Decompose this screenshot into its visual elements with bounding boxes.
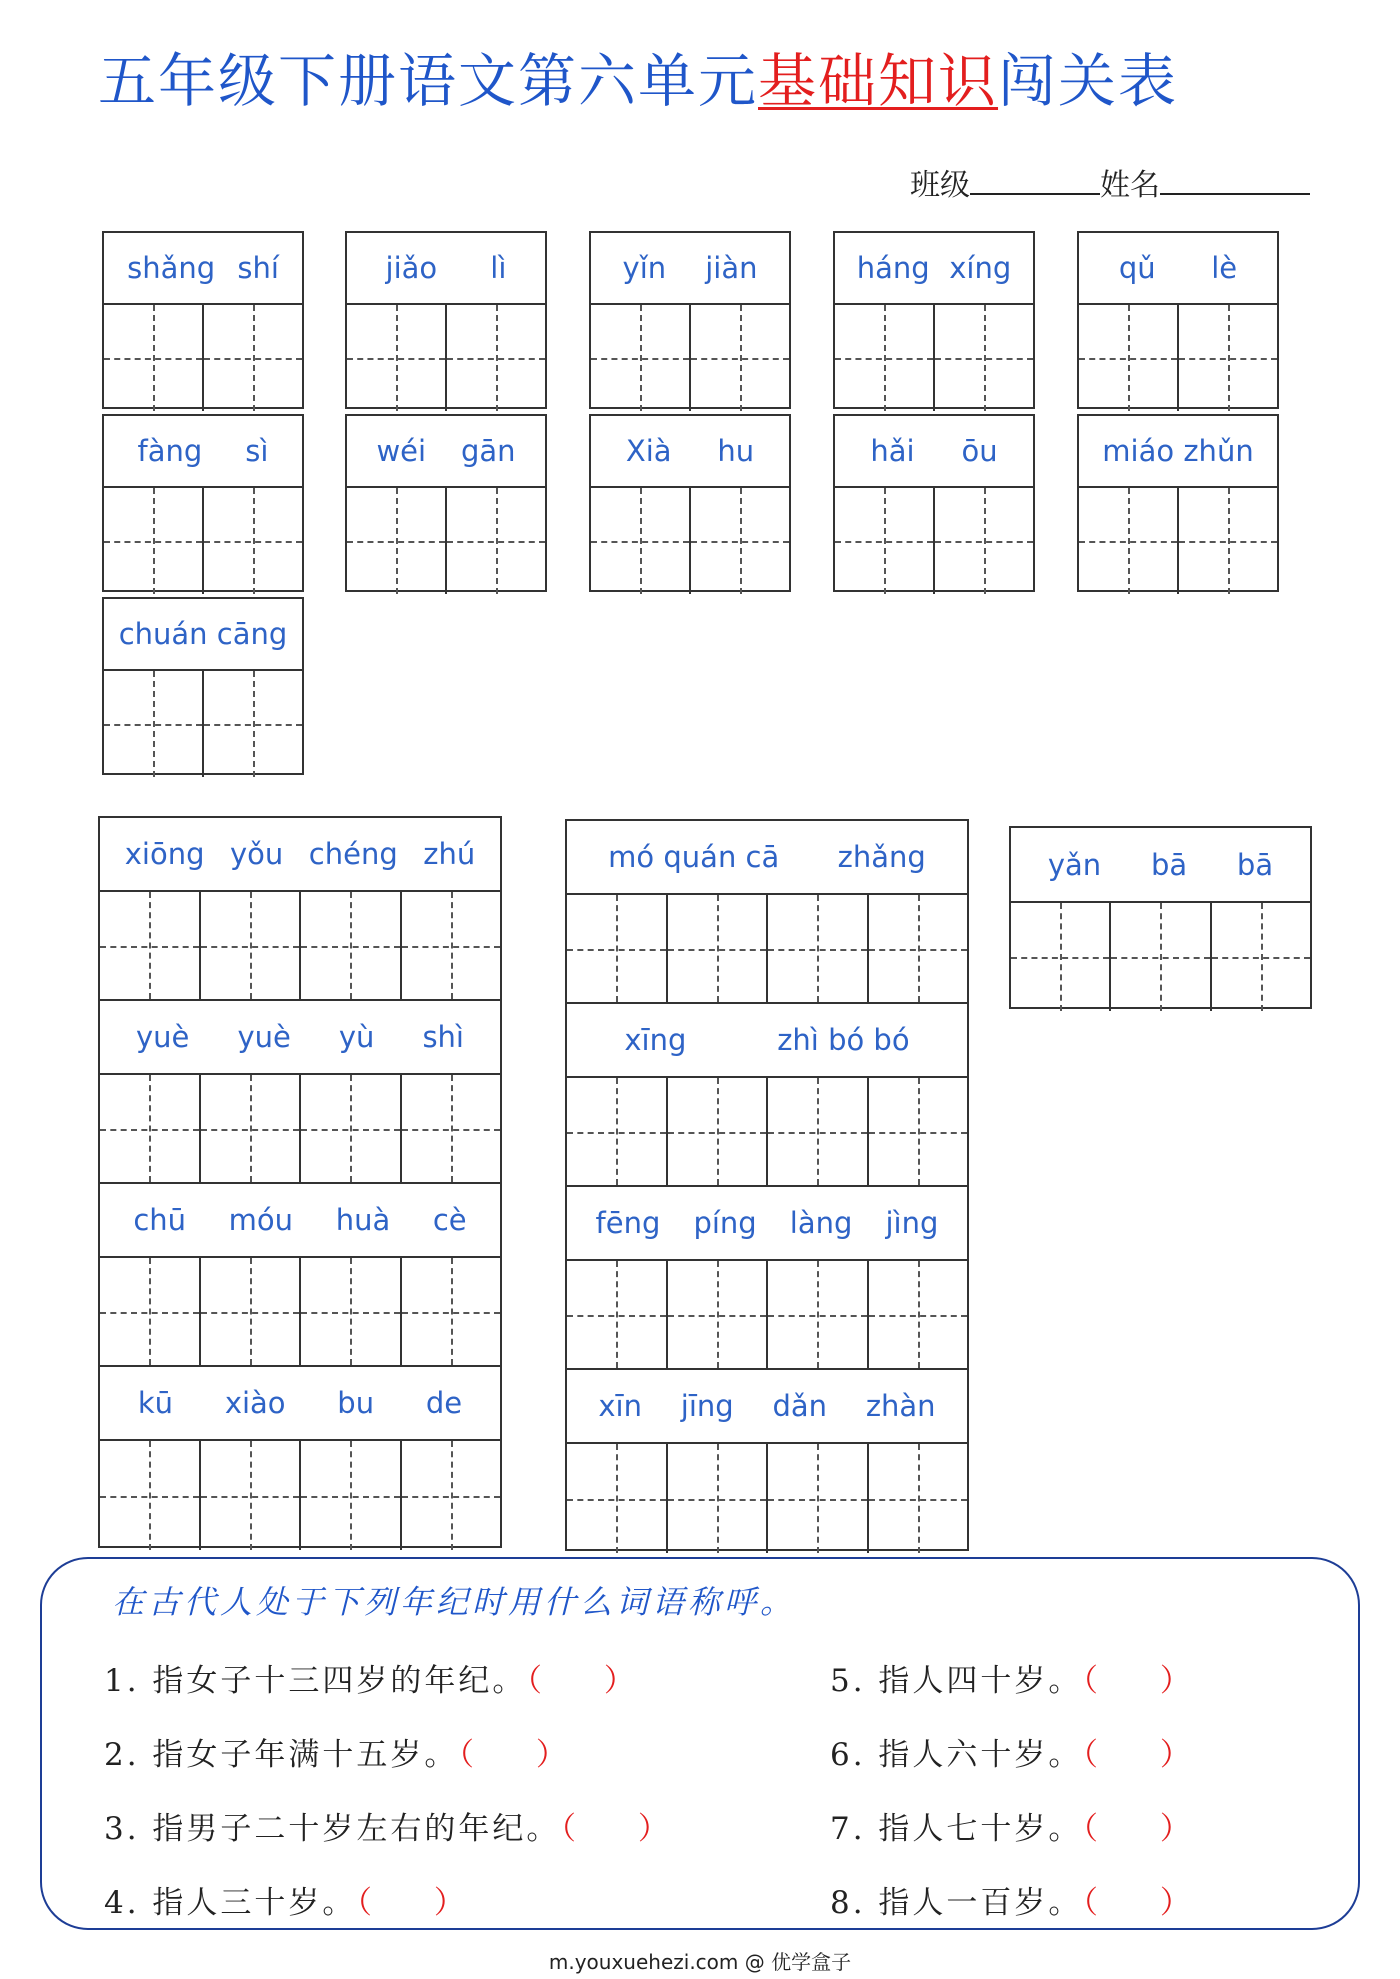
pinyin-text: qǔ <box>1118 251 1156 285</box>
pinyin-text: yù <box>338 1020 375 1054</box>
pinyin-text: yuè <box>237 1020 291 1054</box>
writing-cell[interactable] <box>567 1444 668 1553</box>
answer-blank[interactable]: （ ） <box>526 1663 635 1699</box>
pinyin-text: miáo zhǔn <box>1102 434 1254 468</box>
writing-grid <box>104 671 302 777</box>
writing-cell[interactable] <box>201 1441 302 1550</box>
writing-cell[interactable] <box>347 305 447 411</box>
writing-grid <box>567 895 967 1004</box>
pinyin-row <box>347 416 545 488</box>
question-item: 7. 指人七十岁。（ ） <box>830 1811 1191 1847</box>
answer-blank[interactable]: （ ） <box>1082 1811 1191 1847</box>
pinyin-text: fàng <box>137 434 203 468</box>
pinyin-row <box>100 1001 500 1075</box>
question-item: 5. 指人四十岁。（ ） <box>830 1663 1191 1699</box>
answer-blank[interactable]: （ ） <box>1082 1737 1191 1773</box>
pinyin-text: xiōng <box>124 837 205 871</box>
pinyin-text: cè <box>432 1203 467 1237</box>
pinyin-row <box>835 416 1033 488</box>
pinyin-text: jìng <box>885 1206 939 1240</box>
page-title: 五年级下册语文第六单元基础知识闯关表 <box>98 47 1179 115</box>
writing-cell[interactable] <box>691 305 789 411</box>
writing-cell[interactable] <box>104 305 204 411</box>
pinyin-row <box>100 1367 500 1441</box>
writing-cell[interactable] <box>835 305 935 411</box>
pinyin-block <box>102 597 304 775</box>
writing-cell[interactable] <box>668 1078 769 1185</box>
writing-cell[interactable] <box>869 1261 968 1368</box>
pinyin-text: làng <box>789 1206 853 1240</box>
writing-cell[interactable] <box>1079 488 1179 594</box>
pinyin-text: yǐn <box>622 251 667 285</box>
writing-grid <box>347 488 545 594</box>
writing-cell[interactable] <box>591 305 691 411</box>
writing-grid <box>1079 305 1277 411</box>
writing-cell[interactable] <box>301 1441 402 1550</box>
pinyin-row <box>591 233 789 305</box>
pinyin-block <box>1077 231 1279 409</box>
writing-cell[interactable] <box>869 1078 968 1185</box>
pinyin-text: zhú <box>423 837 476 871</box>
pinyin-text: lì <box>490 251 507 285</box>
writing-cell[interactable] <box>1111 903 1211 1011</box>
pinyin-row <box>567 821 967 895</box>
pinyin-text: shí <box>237 251 279 285</box>
writing-grid <box>100 1258 500 1367</box>
writing-cell[interactable] <box>301 892 402 999</box>
writing-cell[interactable] <box>104 488 204 594</box>
question-item: 1. 指女子十三四岁的年纪。（ ） <box>104 1663 635 1699</box>
pinyin-text: xīn <box>598 1389 642 1423</box>
name-blank[interactable] <box>1160 167 1310 195</box>
question-item: 3. 指男子二十岁左右的年纪。（ ） <box>104 1811 669 1847</box>
writing-grid <box>567 1078 967 1187</box>
pinyin-block <box>345 414 547 592</box>
pinyin-text: zhàn <box>865 1389 936 1423</box>
writing-cell[interactable] <box>447 305 545 411</box>
writing-cell[interactable] <box>402 1441 501 1550</box>
pinyin-block <box>589 414 791 592</box>
writing-grid <box>104 305 302 411</box>
writing-cell[interactable] <box>347 488 447 594</box>
pinyin-text: bā <box>1150 847 1188 882</box>
pinyin-row <box>104 599 302 671</box>
writing-cell[interactable] <box>204 671 302 777</box>
writing-cell[interactable] <box>1212 903 1310 1011</box>
writing-grid <box>835 305 1033 411</box>
writing-grid <box>1079 488 1277 594</box>
writing-grid <box>591 305 789 411</box>
writing-cell[interactable] <box>1079 305 1179 411</box>
pinyin-text: shǎng <box>127 251 216 285</box>
writing-grid <box>100 892 500 1001</box>
name-label: 姓名 <box>1100 168 1160 203</box>
answer-blank[interactable]: （ ） <box>1082 1663 1191 1699</box>
writing-cell[interactable] <box>402 1075 501 1182</box>
pinyin-text: dǎn <box>772 1389 828 1423</box>
writing-cell[interactable] <box>869 895 968 1002</box>
pinyin-text: bā <box>1236 847 1274 882</box>
writing-cell[interactable] <box>204 488 302 594</box>
writing-cell[interactable] <box>402 892 501 999</box>
pinyin-text: yǒu <box>230 837 284 871</box>
pinyin-row <box>591 416 789 488</box>
writing-cell[interactable] <box>668 1444 769 1553</box>
pinyin-row <box>1079 233 1277 305</box>
answer-blank[interactable]: （ ） <box>560 1811 669 1847</box>
writing-cell[interactable] <box>1179 488 1277 594</box>
writing-cell[interactable] <box>100 892 201 999</box>
pinyin-text: jīng <box>680 1389 734 1423</box>
pinyin-row <box>567 1187 967 1261</box>
pinyin-row <box>835 233 1033 305</box>
pinyin-text: yuè <box>136 1020 190 1054</box>
writing-cell[interactable] <box>835 488 935 594</box>
pinyin-text: zhǎng <box>837 840 926 874</box>
writing-cell[interactable] <box>201 1075 302 1182</box>
pinyin-text: chuán cāng <box>118 617 288 651</box>
writing-grid <box>1011 903 1310 1011</box>
pinyin-text: zhì bó bó <box>777 1023 910 1057</box>
class-label: 班级 <box>910 168 970 203</box>
pinyin-text: ōu <box>961 434 998 468</box>
writing-cell[interactable] <box>591 488 691 594</box>
writing-cell[interactable] <box>768 1444 869 1553</box>
pinyin-text: xíng <box>949 251 1012 285</box>
writing-cell[interactable] <box>668 1261 769 1368</box>
writing-cell[interactable] <box>447 488 545 594</box>
pinyin-row <box>104 233 302 305</box>
writing-cell[interactable] <box>668 895 769 1002</box>
pinyin-block <box>102 414 304 592</box>
pinyin-row <box>567 1370 967 1444</box>
pinyin-text: chū <box>133 1203 187 1237</box>
pinyin-text: kū <box>137 1386 174 1420</box>
pinyin-text: huà <box>335 1203 391 1237</box>
pinyin-text: jiǎo <box>385 251 438 285</box>
pinyin-text: hǎi <box>870 434 915 468</box>
answer-blank[interactable]: （ ） <box>458 1737 567 1773</box>
writing-cell[interactable] <box>768 895 869 1002</box>
writing-cell[interactable] <box>935 488 1033 594</box>
pinyin-row <box>1079 416 1277 488</box>
question-item: 6. 指人六十岁。（ ） <box>830 1737 1191 1773</box>
pinyin-text: de <box>425 1386 463 1420</box>
answer-blank[interactable]: （ ） <box>356 1885 465 1921</box>
writing-cell[interactable] <box>100 1258 201 1365</box>
question-item: 8. 指人一百岁。（ ） <box>830 1885 1191 1921</box>
pinyin-block <box>345 231 547 409</box>
pinyin-text: móu <box>228 1203 294 1237</box>
writing-grid <box>591 488 789 594</box>
pinyin-block <box>1009 826 1312 1009</box>
writing-cell[interactable] <box>301 1075 402 1182</box>
pinyin-block <box>102 231 304 409</box>
pinyin-block <box>1077 414 1279 592</box>
writing-grid <box>104 488 302 594</box>
pinyin-text: fēng <box>595 1206 661 1240</box>
pinyin-row <box>567 1004 967 1078</box>
question-title: 在古代人处于下列年纪时用什么词语称呼。 <box>112 1583 797 1621</box>
writing-cell[interactable] <box>1179 305 1277 411</box>
writing-cell[interactable] <box>567 1078 668 1185</box>
pinyin-text: wéi <box>376 434 427 468</box>
writing-cell[interactable] <box>567 895 668 1002</box>
pinyin-row <box>104 416 302 488</box>
writing-cell[interactable] <box>100 1075 201 1182</box>
pinyin-row <box>100 1184 500 1258</box>
pinyin-row <box>347 233 545 305</box>
pinyin-text: mó quán cā <box>608 840 780 874</box>
pinyin-block <box>565 819 969 1551</box>
writing-grid <box>100 1075 500 1184</box>
writing-cell[interactable] <box>1011 903 1111 1011</box>
writing-grid <box>567 1261 967 1370</box>
pinyin-text: xiào <box>224 1386 286 1420</box>
pinyin-text: píng <box>693 1206 757 1240</box>
writing-cell[interactable] <box>201 892 302 999</box>
pinyin-text: xīng <box>624 1023 687 1057</box>
pinyin-text: yǎn <box>1047 847 1102 882</box>
pinyin-row <box>100 818 500 892</box>
writing-grid <box>835 488 1033 594</box>
pinyin-text: háng <box>856 251 930 285</box>
writing-grid <box>347 305 545 411</box>
pinyin-text: Xià <box>625 434 672 468</box>
pinyin-text: jiàn <box>705 251 758 285</box>
writing-cell[interactable] <box>567 1261 668 1368</box>
writing-cell[interactable] <box>104 671 204 777</box>
footer-watermark: m.youxuehezi.com @ 优学盒子 <box>548 1950 852 1974</box>
writing-cell[interactable] <box>768 1078 869 1185</box>
pinyin-text: gān <box>460 434 516 468</box>
question-section <box>40 1557 1360 1930</box>
pinyin-block <box>833 414 1035 592</box>
writing-cell[interactable] <box>691 488 789 594</box>
writing-cell[interactable] <box>100 1441 201 1550</box>
pinyin-block <box>833 231 1035 409</box>
pinyin-text: hu <box>717 434 755 468</box>
writing-cell[interactable] <box>935 305 1033 411</box>
writing-cell[interactable] <box>201 1258 302 1365</box>
pinyin-text: bu <box>337 1386 375 1420</box>
writing-cell[interactable] <box>869 1444 968 1553</box>
question-item: 4. 指人三十岁。（ ） <box>104 1885 465 1921</box>
writing-grid <box>100 1441 500 1550</box>
writing-cell[interactable] <box>301 1258 402 1365</box>
pinyin-text: sì <box>245 434 269 468</box>
writing-cell[interactable] <box>204 305 302 411</box>
writing-cell[interactable] <box>402 1258 501 1365</box>
pinyin-row <box>1011 828 1310 903</box>
question-item: 2. 指女子年满十五岁。（ ） <box>104 1737 567 1773</box>
pinyin-text: chéng <box>308 837 398 871</box>
student-info <box>910 160 1310 204</box>
pinyin-text: shì <box>422 1020 464 1054</box>
writing-grid <box>567 1444 967 1553</box>
pinyin-block <box>589 231 791 409</box>
pinyin-block <box>98 816 502 1548</box>
answer-blank[interactable]: （ ） <box>1082 1885 1191 1921</box>
writing-cell[interactable] <box>768 1261 869 1368</box>
class-blank[interactable] <box>970 167 1100 195</box>
pinyin-text: lè <box>1211 251 1238 285</box>
